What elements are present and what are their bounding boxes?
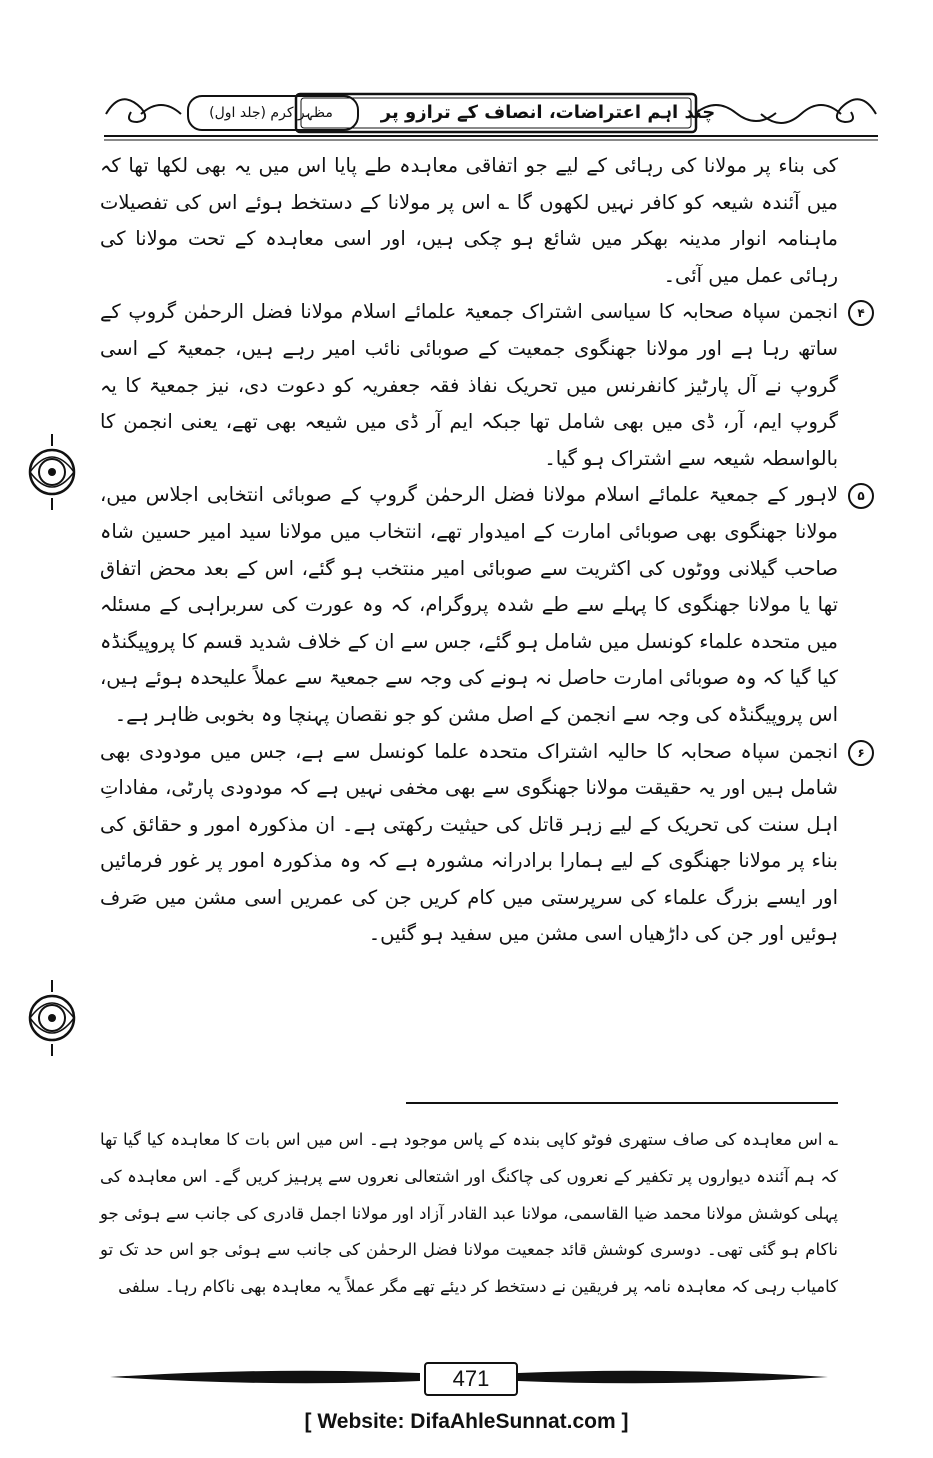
item-text: انجمن سپاہ صحابہ کا سیاسی اشتراک جمعیۃ علمائے اسلام مولانا فضل الرحمٰن گروپ کے ساتھ رہا ہے اور مولانا جھنگوی جمعیت کے صوبائی نائب امیر رہے ہیں، جمعیۃ کے اسی گروپ نے آل پارٹیز کانفرنس میں تحریک نفاذ فقہ جعفریہ کو دعوت دی، نیز جمعیۃ کا یہ گروپ ایم، آر، ڈی میں بھی شامل تھا جبکہ ایم آر ڈی میں شیعہ بھی تھے، یعنی انجمن کا بالواسطہ شیعہ سے اشتراک ہو گیا۔ xyxy=(100,300,838,470)
item-number: ۵ xyxy=(848,483,874,509)
footnote-text: ؎ اس معاہدہ کی صاف ستھری فوٹو کاپی بندہ کے پاس موجود ہے۔ اس میں اس بات کا معاہدہ کیا گیا تھا کہ ہم آئندہ دیواروں پر تکفیر کے نعروں کی چاکنگ اور اشتعالی نعروں سے پرہیز کریں گے۔ اس معاہدہ کی پہلی کوشش مولانا محمد ضیا القاسمی، مولانا عبد القادر آزاد اور مولانا اجمل قادری کی جانب سے ہوئی جو ناکام ہو گئی تھی۔ دوسری کوشش قائد جمعیت مولانا فضل الرحمٰن کی جانب سے ہوئی جو اس حد تک تو کامیاب رہی کہ معاہدہ نامہ پر فریقین نے دستخط کر دیئے تھے مگر عملاً یہ معاہدہ بھی ناکام رہا۔ سلفی xyxy=(100,1130,838,1297)
item-text: انجمن سپاہ صحابہ کا حالیہ اشتراک متحدہ علما کونسل سے ہے، جس میں مودودی بھی شامل ہیں اور یہ حقیقت مولانا جھنگوی سے بھی مخفی نہیں ہے کہ مودودی پارٹی، مفاداتِ اہل سنت کی تحریک کے لیے زہر قاتل کی حیثیت رکھتی ہے۔ ان مذکورہ امور و حقائق کی بناء پر مولانا جھنگوی کے لیے ہمارا برادرانہ مشورہ ہے کہ وہ مذکورہ امور پر غور فرمائیں اور ایسے بزرگ علماء کی سرپرستی میں کام کریں جن کی عمریں اسی مشن میں صَرف ہوئیں اور جن کی داڑھیاں اسی مشن میں سفید ہو گئیں۔ xyxy=(100,739,838,946)
book-title: مظہر کرم (جلد اول) xyxy=(209,105,333,121)
page-header xyxy=(96,84,886,144)
page-number-bar xyxy=(100,1360,838,1398)
website-credit: [ Website: DifaAhleSunnat.com ] xyxy=(304,1410,629,1433)
footnote-divider xyxy=(406,1102,838,1104)
item-number: ۴ xyxy=(848,300,874,326)
list-item xyxy=(100,477,865,733)
footnote xyxy=(100,1122,838,1306)
chapter-title: چند اہم اعتراضات، انصاف کے ترازو پر xyxy=(380,102,716,123)
side-ornament-top xyxy=(22,432,82,512)
intro-paragraph: کی بناء پر مولانا کی رہائی کے لیے جو اتفاقی معاہدہ طے پایا اس میں یہ بھی لکھا تھا کہ میں آئندہ شیعہ کو کافر نہیں لکھوں گا ؎ اس پر مولانا کے دستخط ہوئے اس کی تفصیلات ماہنامہ انوار مدینہ بھکر میں شائع ہو چکی ہیں، اور اسی معاہدہ کے تحت مولانا کی رہائی عمل میں آئی۔ xyxy=(100,154,838,287)
list-item xyxy=(100,734,865,954)
item-number: ۶ xyxy=(848,740,874,766)
page-number: 471 xyxy=(424,1362,518,1396)
main-text xyxy=(100,148,865,953)
side-ornament-bottom xyxy=(22,978,82,1058)
list-item xyxy=(100,294,865,477)
item-text: لاہور کے جمعیۃ علمائے اسلام مولانا فضل الرحمٰن گروپ کے صوبائی انتخابی اجلاس میں، مولانا جھنگوی بھی صوبائی امارت کے امیدوار تھے، انتخاب میں مولانا سید امیر حسین شاہ صاحب گیلانی ووٹوں کی اکثریت سے صوبائی امیر منتخب ہو گئے، اس کے بعد محض اتفاق تھا یا مولانا جھنگوی کا پہلے سے طے شدہ پروگرام، کہ وہ عورت کی سربراہی کے مسئلہ میں متحدہ علماء کونسل میں شامل ہو گئے، جس سے ان کے خلاف شدید قسم کا پروپیگنڈہ کیا گیا کہ وہ صوبائی امارت حاصل نہ ہونے کی وجہ سے جمعیۃ سے عملاً علیحدہ ہوئے ہیں، اس پروپیگنڈہ کی وجہ سے انجمن کے اصل مشن کو جو نقصان پہنچا وہ بخوبی ظاہر ہے۔ xyxy=(100,483,838,726)
